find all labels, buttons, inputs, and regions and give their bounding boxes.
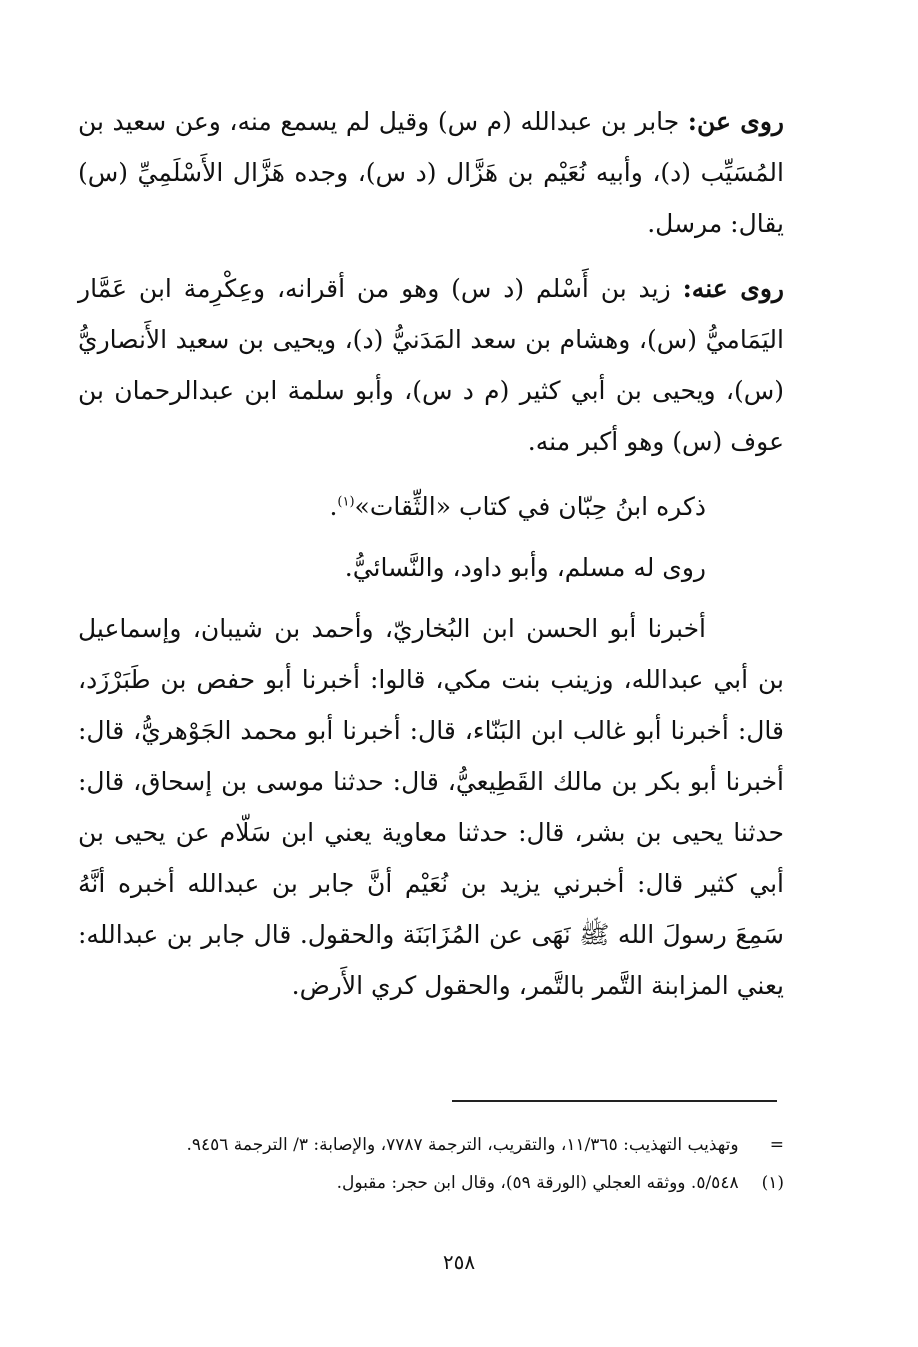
narrated-by-heading: روى عنه: xyxy=(682,274,784,303)
footnote-divider xyxy=(452,1100,777,1102)
footnote-text: وتهذيب التهذيب: ١١/٣٦٥، والتقريب، الترجمة ٧٧٨٧، والإصابة: ٣/ الترجمة ٩٤٥٦. xyxy=(186,1135,739,1155)
narrators-paragraph xyxy=(78,542,784,593)
narrated-by-text: زيد بن أَسْلم (د س) وهو من أقرانه، وعِكْرِمة ابن عَمَّار اليَمَاميُّ (س)، وهشام بن سعد المَدَنيُّ (د)، ويحيى بن سعيد الأَنصاريُّ (س)، ويحيى بن أبي كثير (م د س)، وأبو سلمة ابن عبدالرحمان بن عوف (س) وهو أكبر منه. xyxy=(78,274,784,456)
narrated-from-heading: روى عن: xyxy=(687,107,785,136)
thiqat-tail: . xyxy=(329,492,338,521)
narrated-from-paragraph xyxy=(78,96,784,249)
narrated-from-text: جابر بن عبدالله (م س) وقيل لم يسمع منه، وعن سعيد بن المُسَيِّب (د)، وأبيه نُعَيْم بن هَزَّال (د س)، وجده هَزَّال الأَسْلَمِيِّ (س) يقال: مرسل. xyxy=(78,107,784,238)
footnotes xyxy=(78,1128,784,1204)
thiqat-text: ذكره ابنُ حِبّان في كتاب «الثِّقات» xyxy=(354,492,706,521)
footnote-1 xyxy=(78,1166,784,1200)
page-number: ٢٥٨ xyxy=(442,1250,476,1274)
footnote-text: ٥/٥٤٨. ووثقه العجلي (الورقة ٥٩)، وقال ابن حجر: مقبول. xyxy=(336,1173,739,1193)
footnote-continued xyxy=(78,1128,784,1162)
hadith-text: أخبرنا أبو الحسن ابن البُخاريّ، وأحمد بن شيبان، وإسماعيل بن أبي عبدالله، وزينب بنت مكي، قالوا: أخبرنا أبو حفص بن طَبَرْزَد، قال: أخبرنا أبو غالب ابن البَنّاء، قال: أخبرنا أبو محمد الجَوْهريُّ، قال: أخبرنا أبو بكر بن مالك القَطِيعيُّ، قال: حدثنا موسى بن إسحاق، قال: حدثنا يحيى بن بشر، قال: حدثنا معاوية يعني ابن سَلّام عن يحيى بن أبي كثير قال: أخبرني يزيد بن نُعَيْم أنَّ جابر بن عبدالله أخبره أنَّهُ سَمِعَ رسولَ الله ﷺ نَهَى عن المُزَابَنَة والحقول. قال جابر بن عبدالله: يعني المزابنة التَّمر بالتَّمر، والحقول كري الأَرض. xyxy=(78,614,784,1000)
hadith-paragraph xyxy=(78,603,784,1011)
footnote-reference: (١) xyxy=(337,494,355,510)
narrated-by-paragraph xyxy=(78,263,784,467)
thiqat-paragraph xyxy=(78,481,784,532)
footnote-marker: (١) xyxy=(761,1173,784,1193)
footnote-marker: = xyxy=(769,1135,784,1155)
main-text xyxy=(78,96,784,1021)
narrators-text: روى له مسلم، وأبو داود، والنَّسائيُّ. xyxy=(344,553,706,582)
